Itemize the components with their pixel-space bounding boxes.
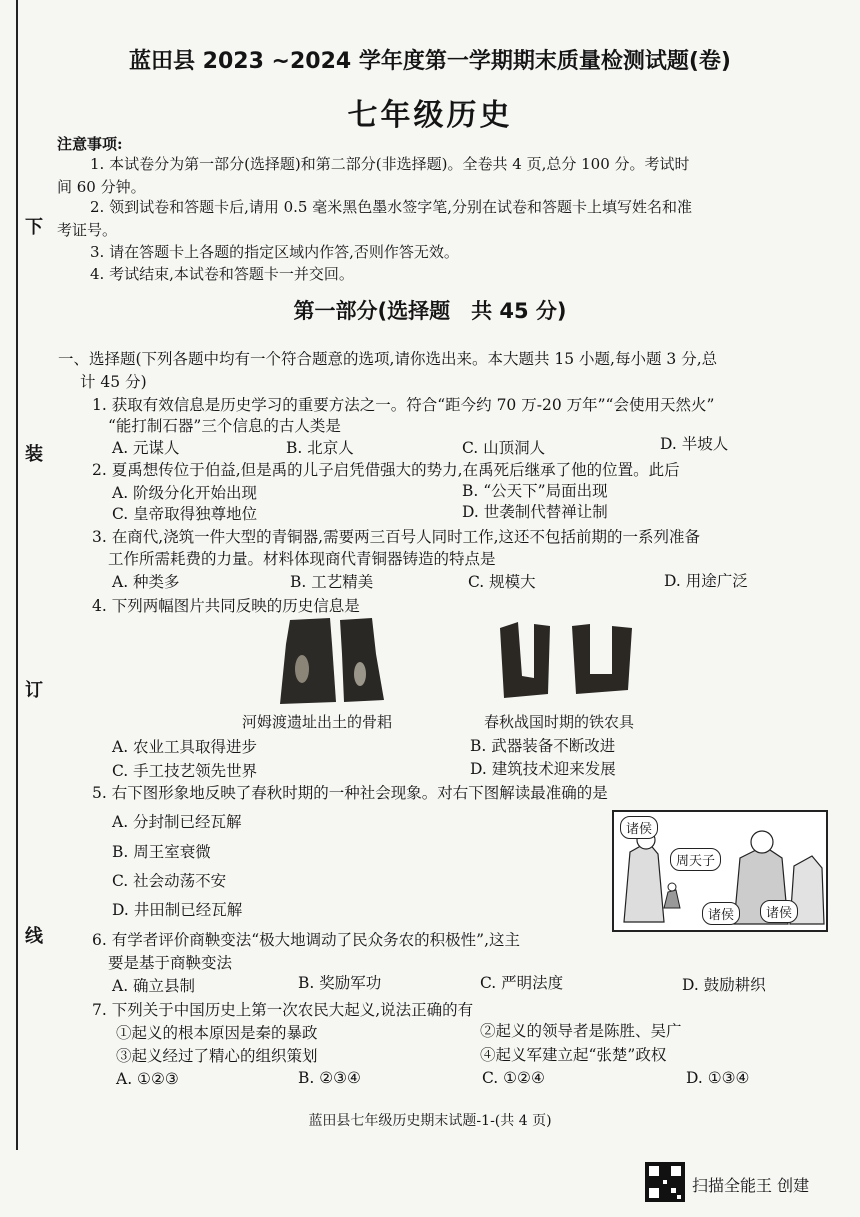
question-7-statement: ③起义经过了精心的组织策划 <box>116 1047 318 1065</box>
question-4-option-c: C. 手工技艺领先世界 <box>112 762 258 780</box>
qr-code-icon <box>645 1162 685 1202</box>
question-7-statement: ①起义的根本原因是秦的暴政 <box>116 1024 318 1042</box>
speech-bubble-lord: 诸侯 <box>702 902 740 925</box>
note-line: 考证号。 <box>57 221 118 239</box>
binding-mark-xia: 下 <box>22 215 46 241</box>
question-5-option-c: C. 社会动荡不安 <box>112 872 227 890</box>
question-3-stem: 工作所需耗费的力量。材料体现商代青铜器铸造的特点是 <box>108 550 496 568</box>
question-5-option-b: B. 周王室衰微 <box>112 843 211 861</box>
question-7-statement: ④起义军建立起“张楚”政权 <box>480 1046 667 1064</box>
note-line: 间 60 分钟。 <box>57 178 146 196</box>
scanner-watermark: 扫描全能王 创建 <box>692 1176 810 1195</box>
question-5-option-a: A. 分封制已经瓦解 <box>112 813 242 831</box>
iron-tool-left <box>500 622 550 698</box>
speech-bubble-lord: 诸侯 <box>760 900 798 923</box>
question-4-option-d: D. 建筑技术迎来发展 <box>470 760 616 778</box>
binding-line <box>16 0 18 1150</box>
question-1-option-b: B. 北京人 <box>286 439 354 457</box>
lord-head <box>751 831 773 853</box>
question-7-stem: 7. 下列关于中国历史上第一次农民大起义,说法正确的有 <box>92 1001 474 1019</box>
notes-heading: 注意事项: <box>57 135 123 153</box>
binding-mark-ding: 订 <box>22 678 46 704</box>
exam-subject: 七年级历史 <box>347 98 513 133</box>
iron-tools-image <box>494 618 644 702</box>
question-7-option-b: B. ②③④ <box>298 1069 361 1087</box>
page-footer: 蓝田县七年级历史期末试题-1-(共 4 页) <box>308 1113 552 1129</box>
question-6-stem: 6. 有学者评价商鞅变法“极大地调动了民众务农的积极性”,这主 <box>92 931 520 949</box>
zhou-king-cartoon <box>612 810 828 932</box>
question-4-option-a: A. 农业工具取得进步 <box>112 738 258 756</box>
question-7-statement: ②起义的领导者是陈胜、吴广 <box>480 1022 682 1040</box>
question-1-option-d: D. 半坡人 <box>660 435 729 453</box>
question-7-option-d: D. ①③④ <box>686 1069 750 1087</box>
section-title: 第一部分(选择题 共 45 分) <box>293 299 567 323</box>
instruction-line: 一、选择题(下列各题中均有一个符合题意的选项,请你选出来。本大题共 15 小题,每小题 3 分,总 <box>58 350 718 368</box>
exam-title: 蓝田县 2023 ~2024 学年度第一学期期末质量检测试题(卷) <box>129 49 731 74</box>
speech-bubble-lord: 诸侯 <box>620 816 658 839</box>
question-6-stem: 要是基于商鞅变法 <box>108 954 233 972</box>
image-caption-iron-tools: 春秋战国时期的铁农具 <box>484 713 635 731</box>
question-3-stem: 3. 在商代,浇筑一件大型的青铜器,需要两三百号人同时工作,这还不包括前期的一系列准备 <box>92 528 700 546</box>
question-2-option-c: C. 皇帝取得独尊地位 <box>112 505 258 523</box>
question-1-stem: 1. 获取有效信息是历史学习的重要方法之一。符合“距今约 70 万-20 万年”“会使用天然火” <box>92 396 715 414</box>
image-caption-bone-spade: 河姆渡遗址出土的骨耜 <box>242 713 393 731</box>
question-3-option-d: D. 用途广泛 <box>664 572 748 590</box>
question-7-option-a: A. ①②③ <box>116 1070 179 1088</box>
question-6-option-d: D. 鼓励耕织 <box>682 976 766 994</box>
bone-spade-hole <box>295 655 309 683</box>
question-1-stem: “能打制石器”三个信息的古人类是 <box>108 417 341 435</box>
question-3-option-b: B. 工艺精美 <box>290 573 374 591</box>
question-5-stem: 5. 右下图形象地反映了春秋时期的一种社会现象。对右下图解读最准确的是 <box>92 784 608 802</box>
question-3-option-a: A. 种类多 <box>112 573 180 591</box>
king-head <box>668 883 676 891</box>
king-figure <box>664 890 680 908</box>
question-2-option-b: B. “公天下”局面出现 <box>462 482 608 500</box>
note-line: 2. 领到试卷和答题卡后,请用 0.5 毫米黑色墨水签字笔,分别在试卷和答题卡上填写姓名和准 <box>90 198 693 216</box>
question-2-option-a: A. 阶级分化开始出现 <box>112 484 258 502</box>
binding-mark-xian: 线 <box>22 924 46 950</box>
bone-spade-image <box>272 614 392 706</box>
question-4-option-b: B. 武器装备不断改进 <box>470 737 616 755</box>
bone-spade-hole <box>354 662 366 686</box>
question-2-option-d: D. 世袭制代替禅让制 <box>462 503 608 521</box>
binding-mark-zhuang: 装 <box>22 442 46 468</box>
speech-bubble-king: 周天子 <box>670 848 721 871</box>
question-1-option-a: A. 元谋人 <box>112 439 180 457</box>
question-1-option-c: C. 山顶洞人 <box>462 439 546 457</box>
iron-tool-right <box>572 624 632 694</box>
bone-spade-right <box>340 618 384 702</box>
question-4-stem: 4. 下列两幅图片共同反映的历史信息是 <box>92 597 360 615</box>
question-6-option-a: A. 确立县制 <box>112 977 196 995</box>
note-line: 1. 本试卷分为第一部分(选择题)和第二部分(非选择题)。全卷共 4 页,总分 100 分。考试时 <box>90 155 690 173</box>
lord-figure <box>624 842 664 922</box>
note-line: 4. 考试结束,本试卷和答题卡一并交回。 <box>90 265 354 283</box>
question-2-stem: 2. 夏禹想传位于伯益,但是禹的儿子启凭借强大的势力,在禹死后继承了他的位置。此后 <box>92 461 680 479</box>
instruction-line: 计 45 分) <box>80 373 147 391</box>
question-5-option-d: D. 井田制已经瓦解 <box>112 901 243 919</box>
question-6-option-b: B. 奖励军功 <box>298 974 382 992</box>
bone-spade-left <box>280 618 336 704</box>
question-7-option-c: C. ①②④ <box>482 1069 545 1087</box>
note-line: 3. 请在答题卡上各题的指定区域内作答,否则作答无效。 <box>90 243 459 261</box>
question-3-option-c: C. 规模大 <box>468 573 536 591</box>
question-6-option-c: C. 严明法度 <box>480 974 564 992</box>
